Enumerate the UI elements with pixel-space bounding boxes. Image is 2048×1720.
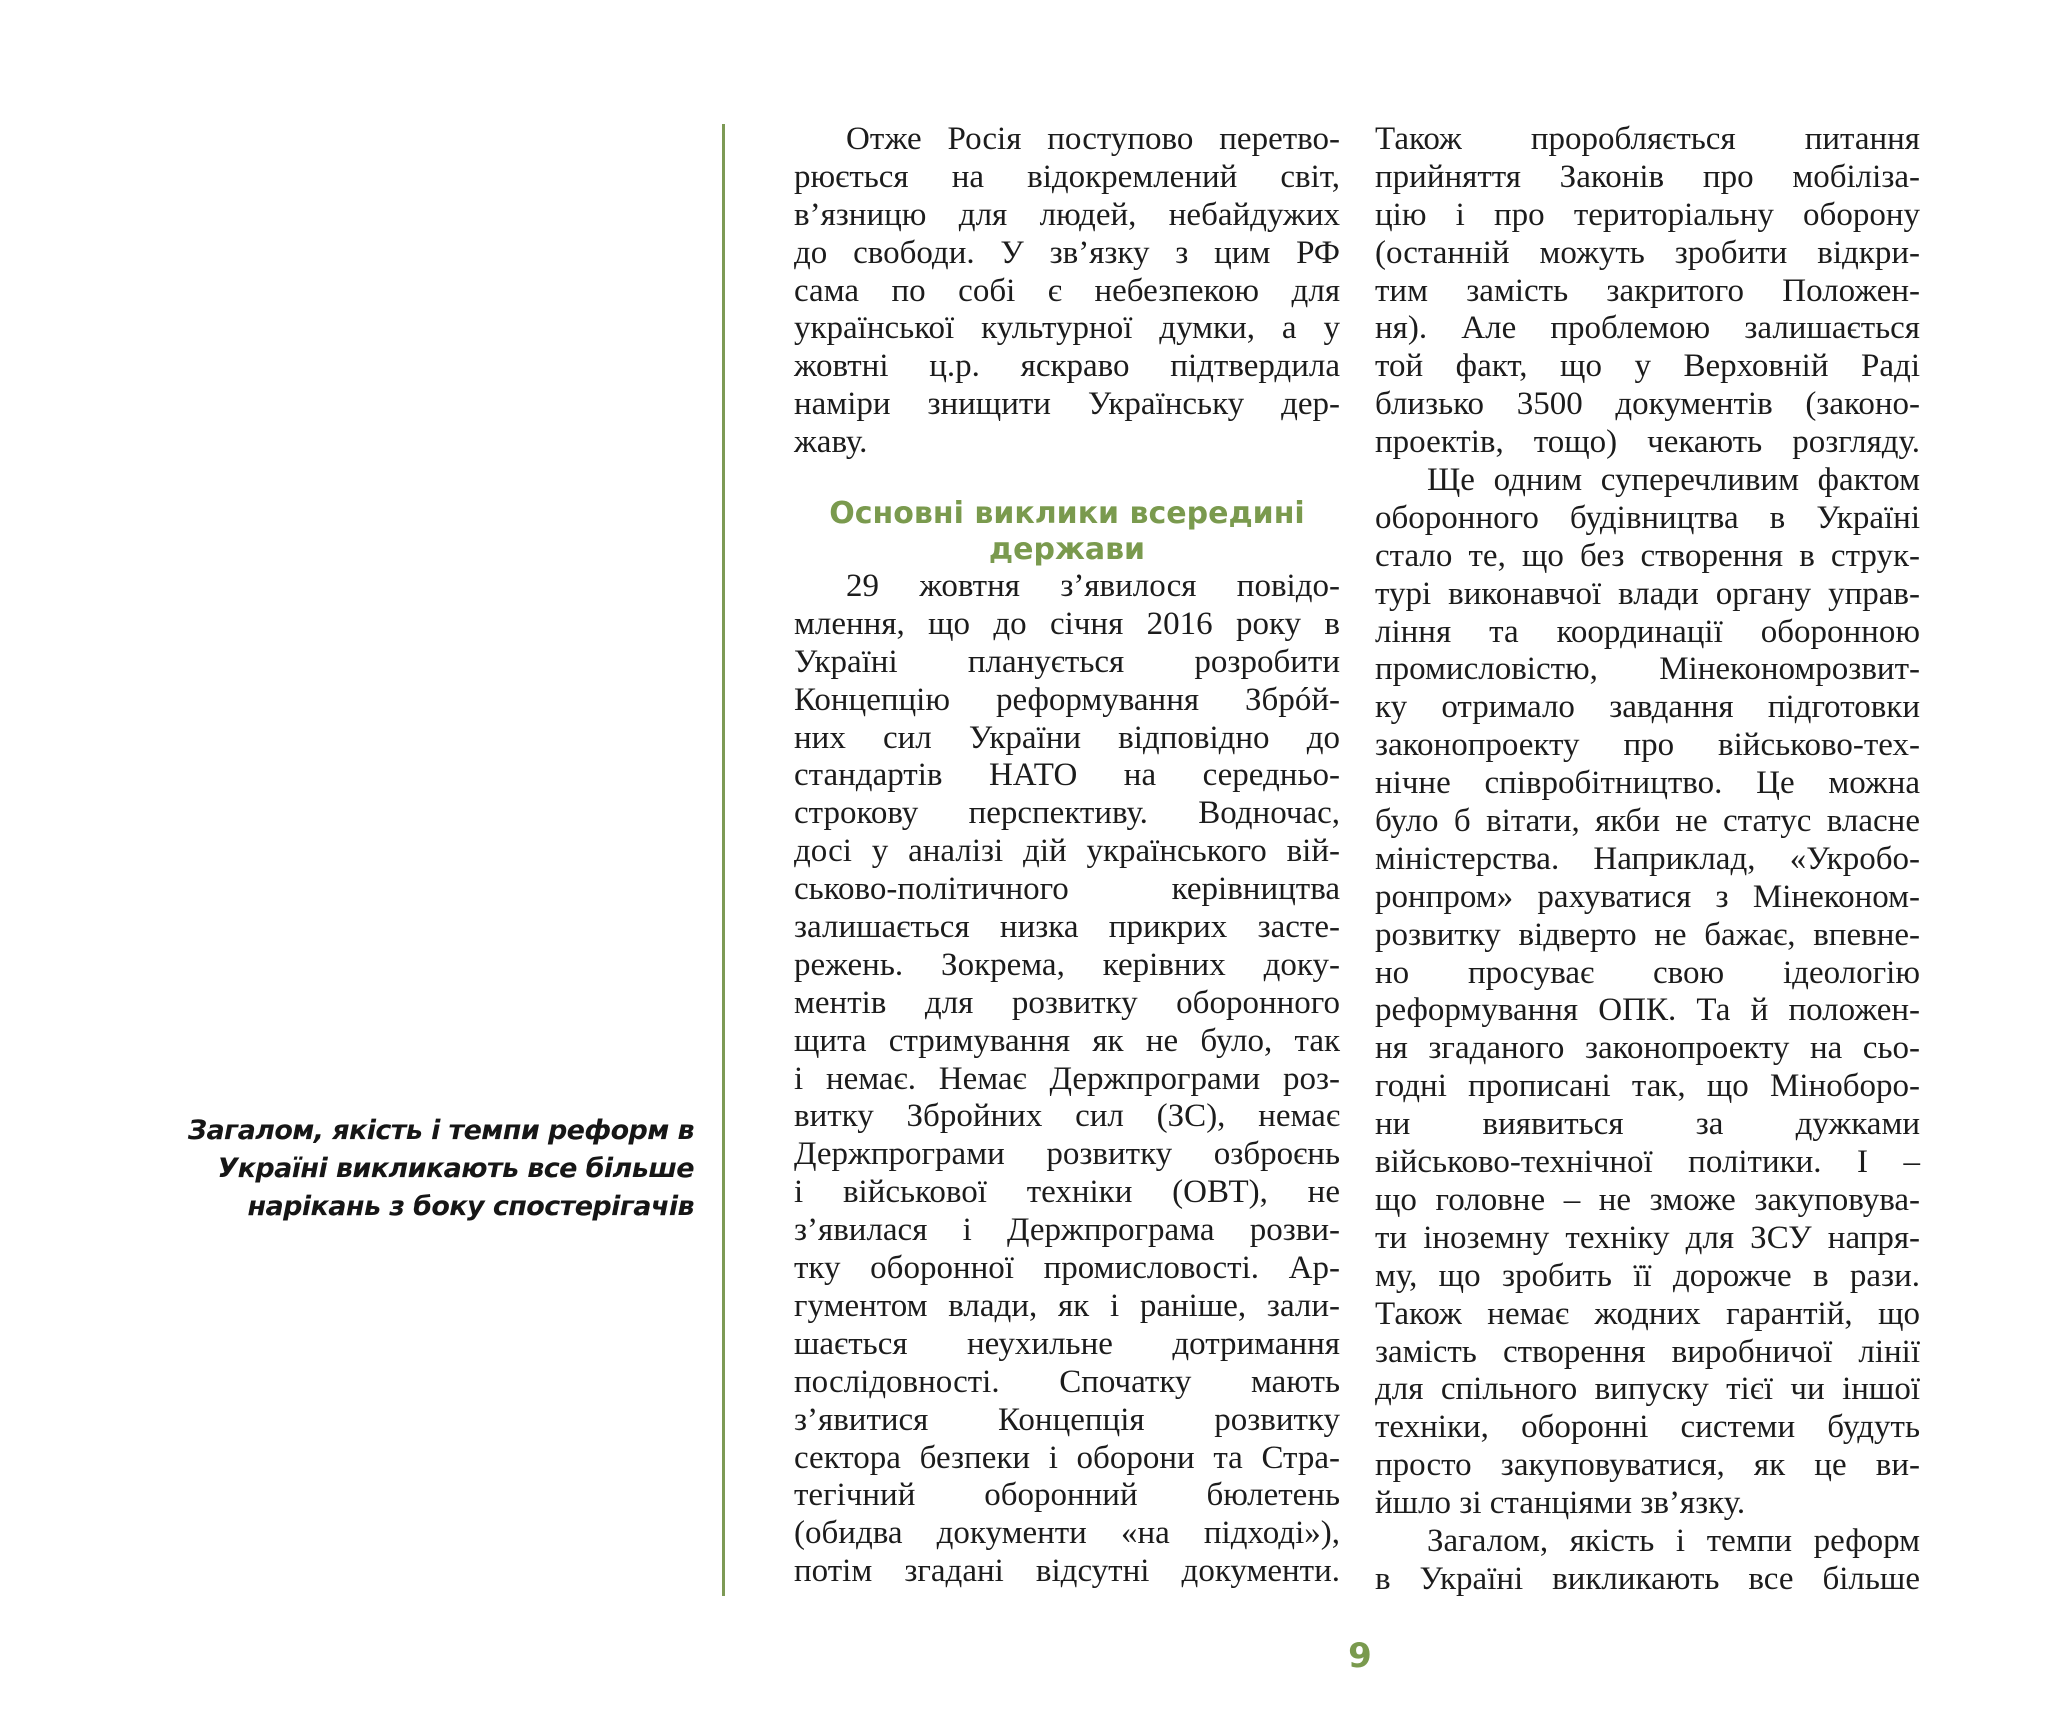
text-line: Також проробляється питання bbox=[1375, 121, 1920, 157]
text-line: тегічний оборонний бюлетень bbox=[794, 1477, 1340, 1514]
text-line: і військової техніки (ОВТ), не bbox=[794, 1174, 1340, 1211]
paragraph bbox=[794, 568, 1340, 1591]
text-line: Концепцію реформування Збрóй- bbox=[794, 681, 1340, 718]
text-line: тку оборонної промисловості. Ар- bbox=[794, 1250, 1340, 1287]
text-line: техніки, оборонні системи будуть bbox=[1375, 1409, 1920, 1446]
text-line: Держпрограми розвитку озброєнь bbox=[794, 1136, 1340, 1173]
text-line: прийняття Законів про мобіліза- bbox=[1375, 158, 1920, 195]
text-line: до свободи. У зв’язку з цим РФ bbox=[794, 234, 1340, 271]
text-line: но просуває свою ідеологію bbox=[1375, 954, 1920, 991]
text-line: з’явитися Концепція розвитку bbox=[794, 1401, 1340, 1438]
text-line: для спільного випуску тієї чи іншої bbox=[1375, 1371, 1920, 1408]
text-line: витку Збройних сил (ЗС), немає bbox=[794, 1098, 1340, 1135]
text-line: проектів, тощо) чекають розгляду. bbox=[1375, 424, 1920, 461]
text-line: замість створення виробничої лінії bbox=[1375, 1333, 1920, 1370]
page-number: 9 bbox=[1348, 1636, 1372, 1676]
text-line: сектора безпеки і оборони та Стра- bbox=[794, 1439, 1340, 1476]
text-line: них сил України відповідно до bbox=[794, 719, 1340, 756]
text-line: (обидва документи «на підході»), bbox=[794, 1515, 1340, 1552]
text-line: млення, що до січня 2016 року в bbox=[794, 605, 1340, 642]
text-line: ськово-політичного керівництва bbox=[794, 871, 1340, 908]
column-divider bbox=[722, 124, 725, 1596]
paragraph bbox=[1375, 121, 1920, 462]
text-line: ня). Але проблемою залишається bbox=[1375, 310, 1920, 347]
text-line: щита стримування як не було, так bbox=[794, 1022, 1340, 1059]
text-line: ку отримало завдання підготовки bbox=[1375, 689, 1920, 726]
text-line: військово-технічної політики. І – bbox=[1375, 1144, 1920, 1181]
text-line: жовтні ц.р. яскраво підтвердила bbox=[794, 348, 1340, 385]
text-line: було б вітати, якби не статус власне bbox=[1375, 803, 1920, 840]
text-line: в Україні викликають все більше bbox=[1375, 1560, 1920, 1597]
text-line: цію і про територіальну оборону bbox=[1375, 196, 1920, 233]
text-line: режень. Зокрема, керівних доку- bbox=[794, 946, 1340, 983]
text-line: близько 3500 документів (законо- bbox=[1375, 386, 1920, 423]
text-line: рюється на відокремлений світ, bbox=[794, 158, 1340, 195]
text-line: 29 жовтня з’явилося повідо- bbox=[846, 568, 1340, 605]
text-line: гументом влади, як і раніше, зали- bbox=[794, 1287, 1340, 1324]
text-line: ня згаданого законопроекту на сьо- bbox=[1375, 1030, 1920, 1067]
text-line: тим замість закритого Положен- bbox=[1375, 272, 1920, 309]
text-line: (останній можуть зробити відкри- bbox=[1375, 234, 1920, 271]
text-line: ти іноземну техніку для ЗСУ напря- bbox=[1375, 1219, 1920, 1256]
pull-quote bbox=[120, 1112, 694, 1226]
paragraph bbox=[1375, 1523, 1920, 1599]
text-line: що головне – не зможе закуповува- bbox=[1375, 1181, 1920, 1218]
section-heading-line: держави bbox=[988, 532, 1146, 568]
text-line: стандартів НАТО на середньо- bbox=[794, 757, 1340, 794]
text-line: просто закуповуватися, як це ви- bbox=[1375, 1447, 1920, 1484]
text-line: нічне співробітництво. Це можна bbox=[1375, 765, 1920, 802]
text-line: послідовності. Спочатку мають bbox=[794, 1363, 1340, 1400]
section-heading-line: Основні виклики всередині bbox=[829, 496, 1305, 532]
text-line: міністерства. Наприклад, «Укробо- bbox=[1375, 840, 1920, 877]
pull-quote-line: нарікань з боку спостерігачів bbox=[247, 1191, 694, 1222]
text-line: наміри знищити Українську дер- bbox=[794, 386, 1340, 423]
text-line: ління та координації оборонною bbox=[1375, 613, 1920, 650]
text-line: Загалом, якість і темпи реформ bbox=[1427, 1522, 1920, 1559]
text-line: української культурної думки, а у bbox=[794, 310, 1340, 347]
pull-quote-line: Загалом, якість і темпи реформ в bbox=[187, 1115, 694, 1146]
text-line: в’язницю для людей, небайдужих bbox=[794, 196, 1340, 233]
text-line: йшло зі станціями зв’язку. bbox=[1375, 1485, 1746, 1522]
text-line: ронпром» рахуватися з Мінеконом- bbox=[1375, 878, 1920, 915]
paragraph bbox=[794, 121, 1340, 462]
text-line: промисловістю, Мінекономрозвит- bbox=[1375, 651, 1920, 688]
text-line: з’явилася і Держпрограма розви- bbox=[794, 1212, 1340, 1249]
text-line: досі у аналізі дій українського вій- bbox=[794, 833, 1340, 870]
text-line: Ще одним суперечливим фактом bbox=[1427, 462, 1920, 499]
text-line: ментів для розвитку оборонного bbox=[794, 984, 1340, 1021]
text-line: жаву. bbox=[794, 424, 868, 461]
text-line: Також немає жодних гарантій, що bbox=[1375, 1295, 1920, 1332]
text-column-1 bbox=[794, 121, 1340, 1591]
text-column-2 bbox=[1375, 121, 1920, 1599]
text-line: потім згадані відсутні документи. bbox=[794, 1553, 1340, 1590]
text-line: ни виявиться за дужками bbox=[1375, 1106, 1920, 1143]
text-line: і немає. Немає Держпрограми роз- bbox=[794, 1060, 1340, 1097]
text-line: реформування ОПК. Та й положен- bbox=[1375, 992, 1920, 1029]
text-line: шається неухильне дотримання bbox=[794, 1325, 1340, 1362]
text-line: турі виконавчої влади органу управ- bbox=[1375, 575, 1920, 612]
text-line: законопроекту про військово-тех- bbox=[1375, 727, 1920, 764]
text-line: стало те, що без створення в струк- bbox=[1375, 537, 1920, 574]
text-line: строкову перспективу. Водночас, bbox=[794, 795, 1340, 832]
text-line: розвитку відверто не бажає, впевне- bbox=[1375, 916, 1920, 953]
text-line: годні прописані так, що Міноборо- bbox=[1375, 1068, 1920, 1105]
paragraph bbox=[1375, 462, 1920, 1523]
text-line: Україні планується розробити bbox=[794, 643, 1340, 680]
text-line: залишається низка прикрих засте- bbox=[794, 909, 1340, 946]
section-heading bbox=[794, 496, 1340, 568]
text-line: сама по собі є небезпекою для bbox=[794, 272, 1340, 309]
pull-quote-line: Україні викликають все більше bbox=[217, 1153, 694, 1184]
text-line: му, що зробить її дорожче в рази. bbox=[1375, 1257, 1920, 1294]
text-line: той факт, що у Верховній Раді bbox=[1375, 348, 1920, 385]
text-line: оборонного будівництва в Україні bbox=[1375, 499, 1920, 536]
text-line: Отже Росія поступово перетво- bbox=[846, 121, 1340, 157]
